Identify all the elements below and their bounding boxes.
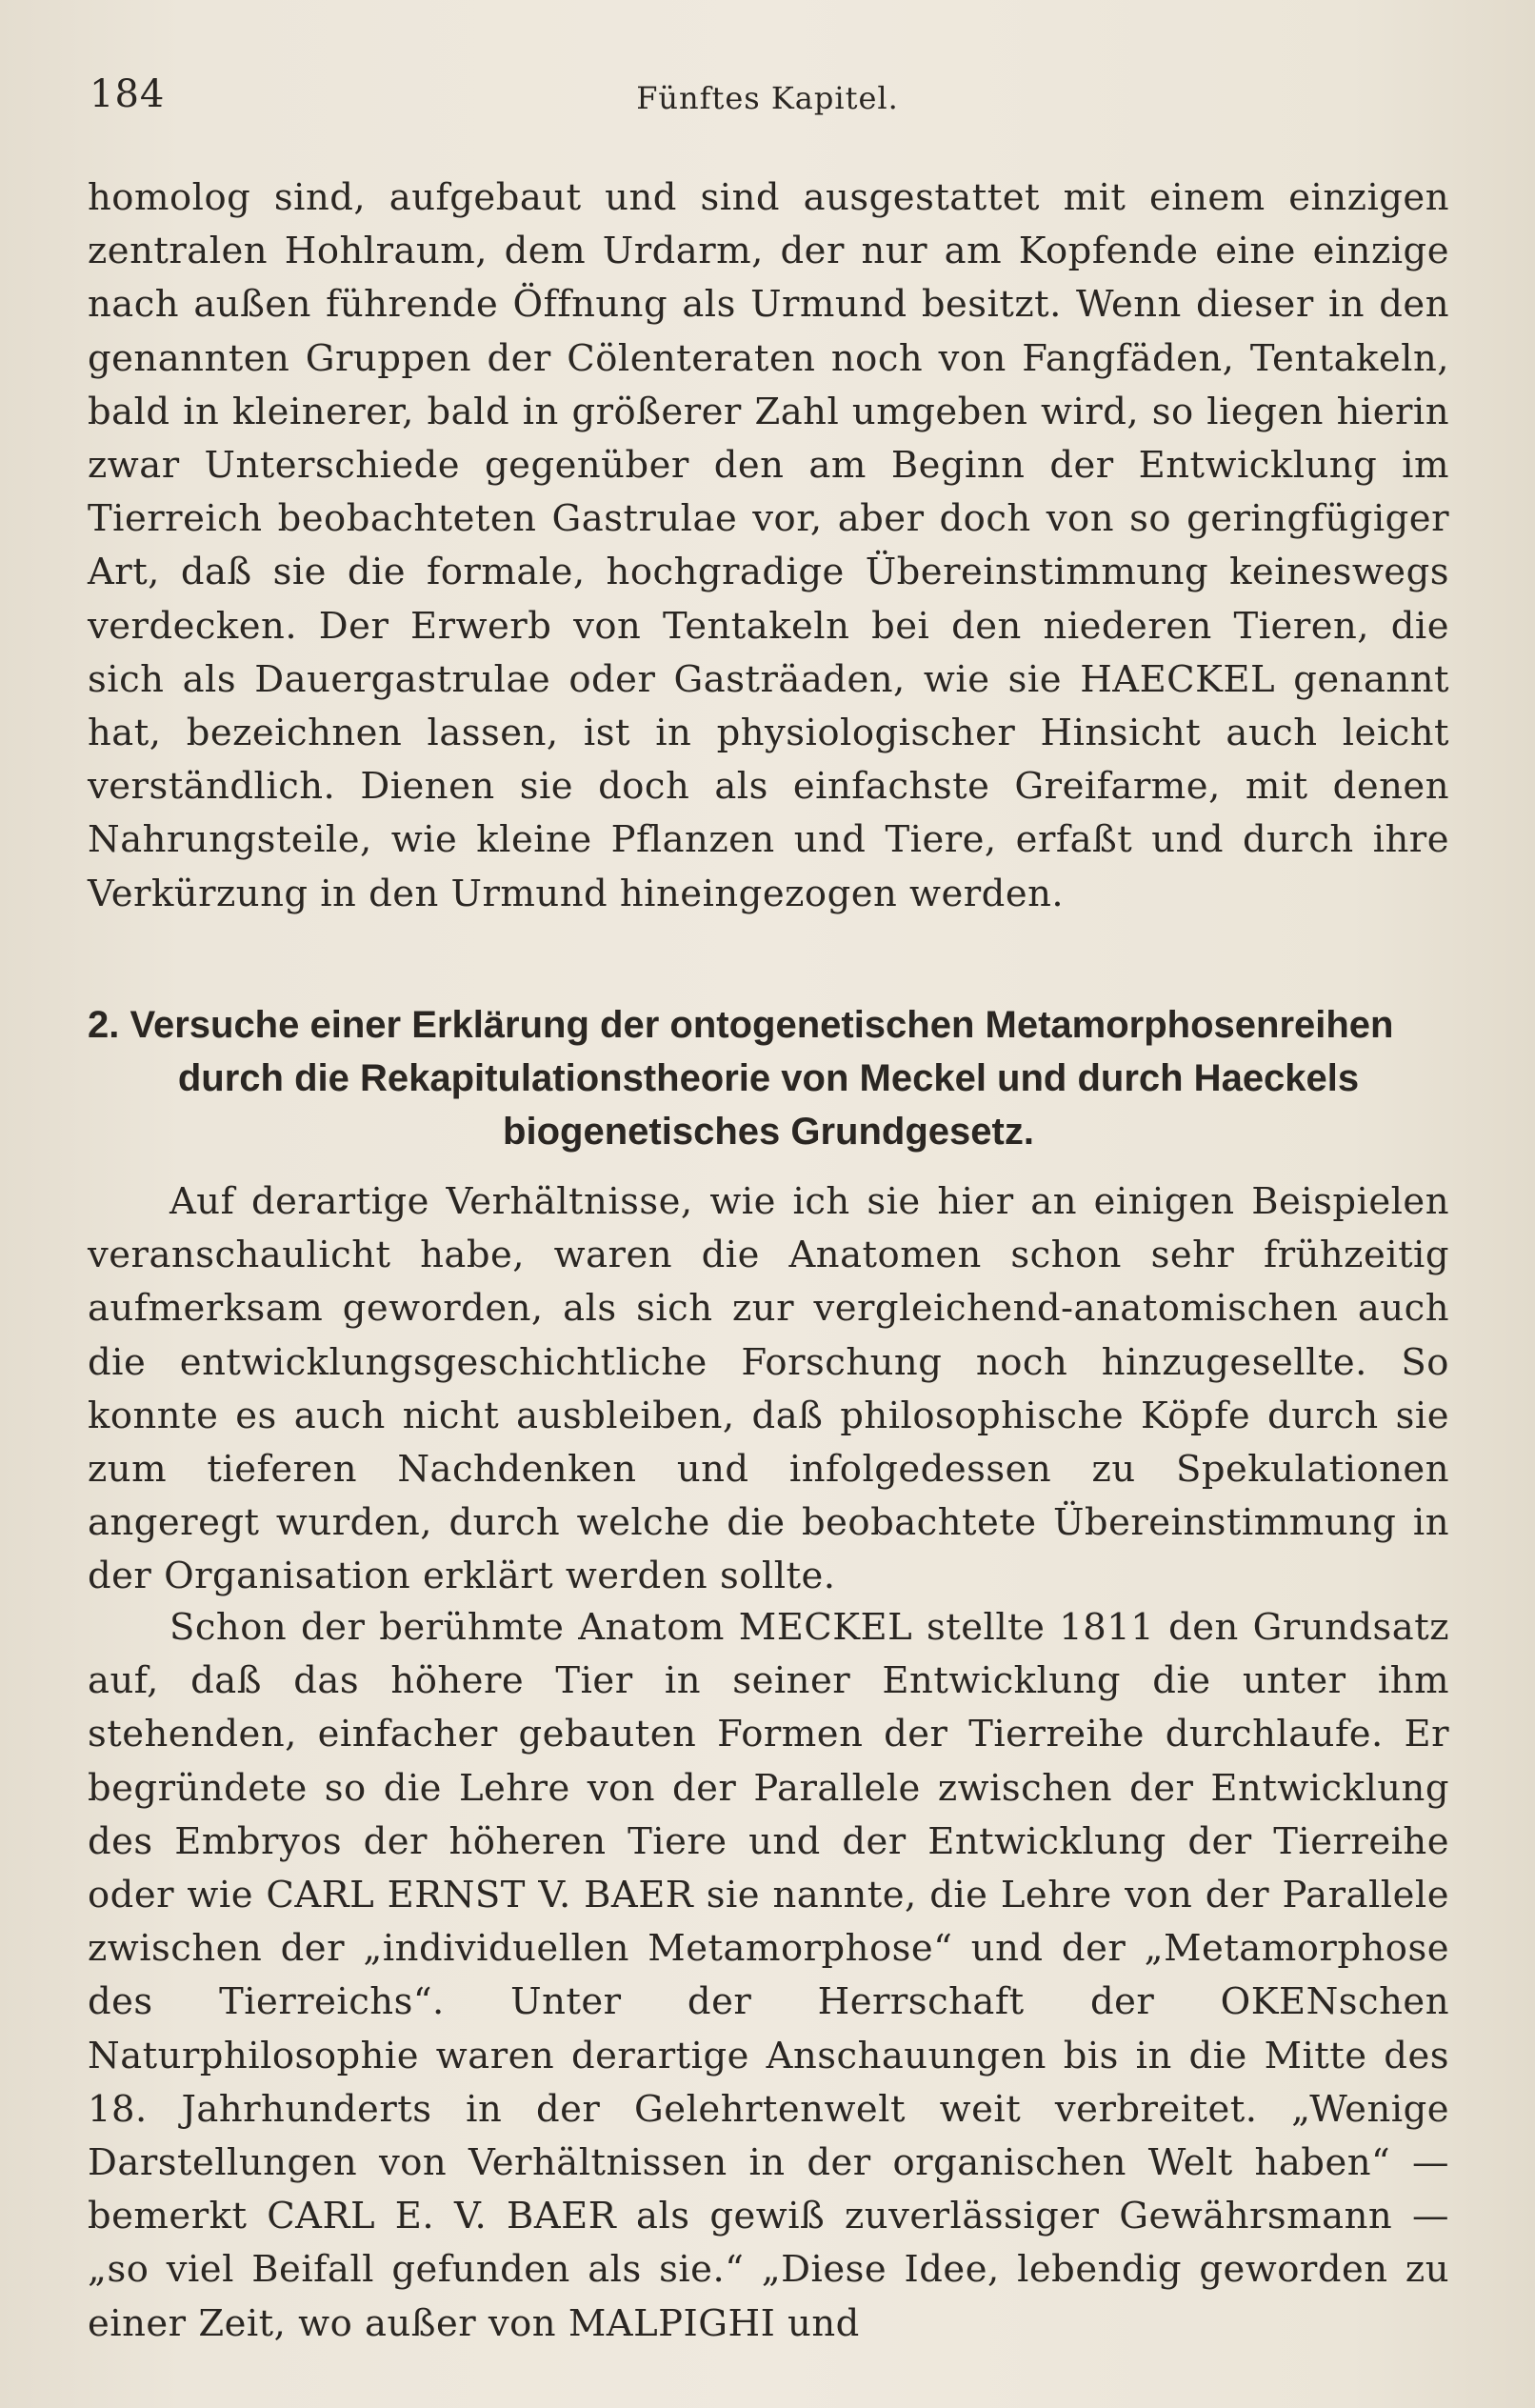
paragraph-3: Schon der berühmte Anatom MECKEL stellte 1811 den Grundsatz auf, daß das höhere Tier in seiner Entwicklung die unter ihm stehenden, einfacher gebauten Formen der Tierreihe durchlaufe. Er begründete so die Lehre von der Parallele zwischen der Entwicklung des Embryos der höheren Tiere und der Entwicklung der Tierreihe oder wie CARL ERNST V. BAER sie nannte, die Lehre von der Parallele zwischen der „individuellen Metamorphose“ und der „Metamorphose des Tierreichs“. Unter der Herrschaft der OKENschen Naturphilosophie waren derartige Anschauungen bis in die Mitte des 18. Jahrhunderts in der Gelehrtenwelt weit verbreitet. „Wenige Darstellungen von Verhältnissen in der organischen Welt haben“ — bemerkt CARL E. V. BAER als gewiß zuverlässiger Gewährsmann — „so viel Beifall gefunden als sie.“ „Diese Idee, lebendig geworden zu einer Zeit, wo außer von MALPIGHI und <box>88 1606 1449 2345</box>
section-heading-line-3: biogenetisches Grundgesetz. <box>503 1111 1034 1153</box>
paragraph-1: homolog sind, aufgebaut und sind ausgestattet mit einem einzigen zentralen Hohlraum, dem Urdarm, der nur am Kopfende eine einzige nach außen führende Öffnung als Urmund besitzt. Wenn dieser in den genannten Gruppen der Cölenteraten noch von Fangfäden, Tentakeln, bald in kleinerer, bald in größerer Zahl umgeben wird, so liegen hierin zwar Unterschiede gegenüber den am Beginn der Entwicklung im Tierreich beobachteten Gastrulae vor, aber doch von so geringfügiger Art, daß sie die formale, hochgradige Übereinstimmung keineswegs verdecken. Der Erwerb von Tentakeln bei den niederen Tieren, die sich als Dauergastrulae oder Gasträaden, wie sie HAECKEL genannt hat, bezeichnen lassen, ist in physiologischer Hinsicht auch leicht verständlich. Dienen sie doch als einfachste Greifarme, mit denen Nahrungsteile, wie kleine Pflanzen und Tiere, erfaßt und durch ihre Verkürzung in den Urmund hineingezogen werden. <box>88 176 1449 915</box>
section-heading-line-2: durch die Rekapitulationstheorie von Meckel und durch Haeckels <box>177 1057 1360 1099</box>
running-title: Fünftes Kapitel. <box>636 80 899 116</box>
section-heading-line-1: 2. Versuche einer Erklärung der ontogenetischen Metamorphosenreihen <box>88 1004 1394 1046</box>
paragraph-2: Auf derartige Verhältnisse, wie ich sie hier an einigen Beispielen veranschaulicht habe, waren die Anatomen schon sehr frühzeitig aufmerksam geworden, als sich zur vergleichend-anatomischen auch die entwicklungsgeschichtliche Forschung noch hinzugesellte. So konnte es auch nicht ausbleiben, daß philosophische Köpfe durch sie zum tieferen Nachdenken und infolgedessen zu Spekulationen angeregt wurden, durch welche die beobachtete Übereinstimmung in der Organisation erklärt werden sollte. <box>88 1180 1449 1598</box>
page-number: 184 <box>90 72 166 116</box>
page-header <box>90 72 1445 130</box>
section-heading <box>88 998 1449 1158</box>
